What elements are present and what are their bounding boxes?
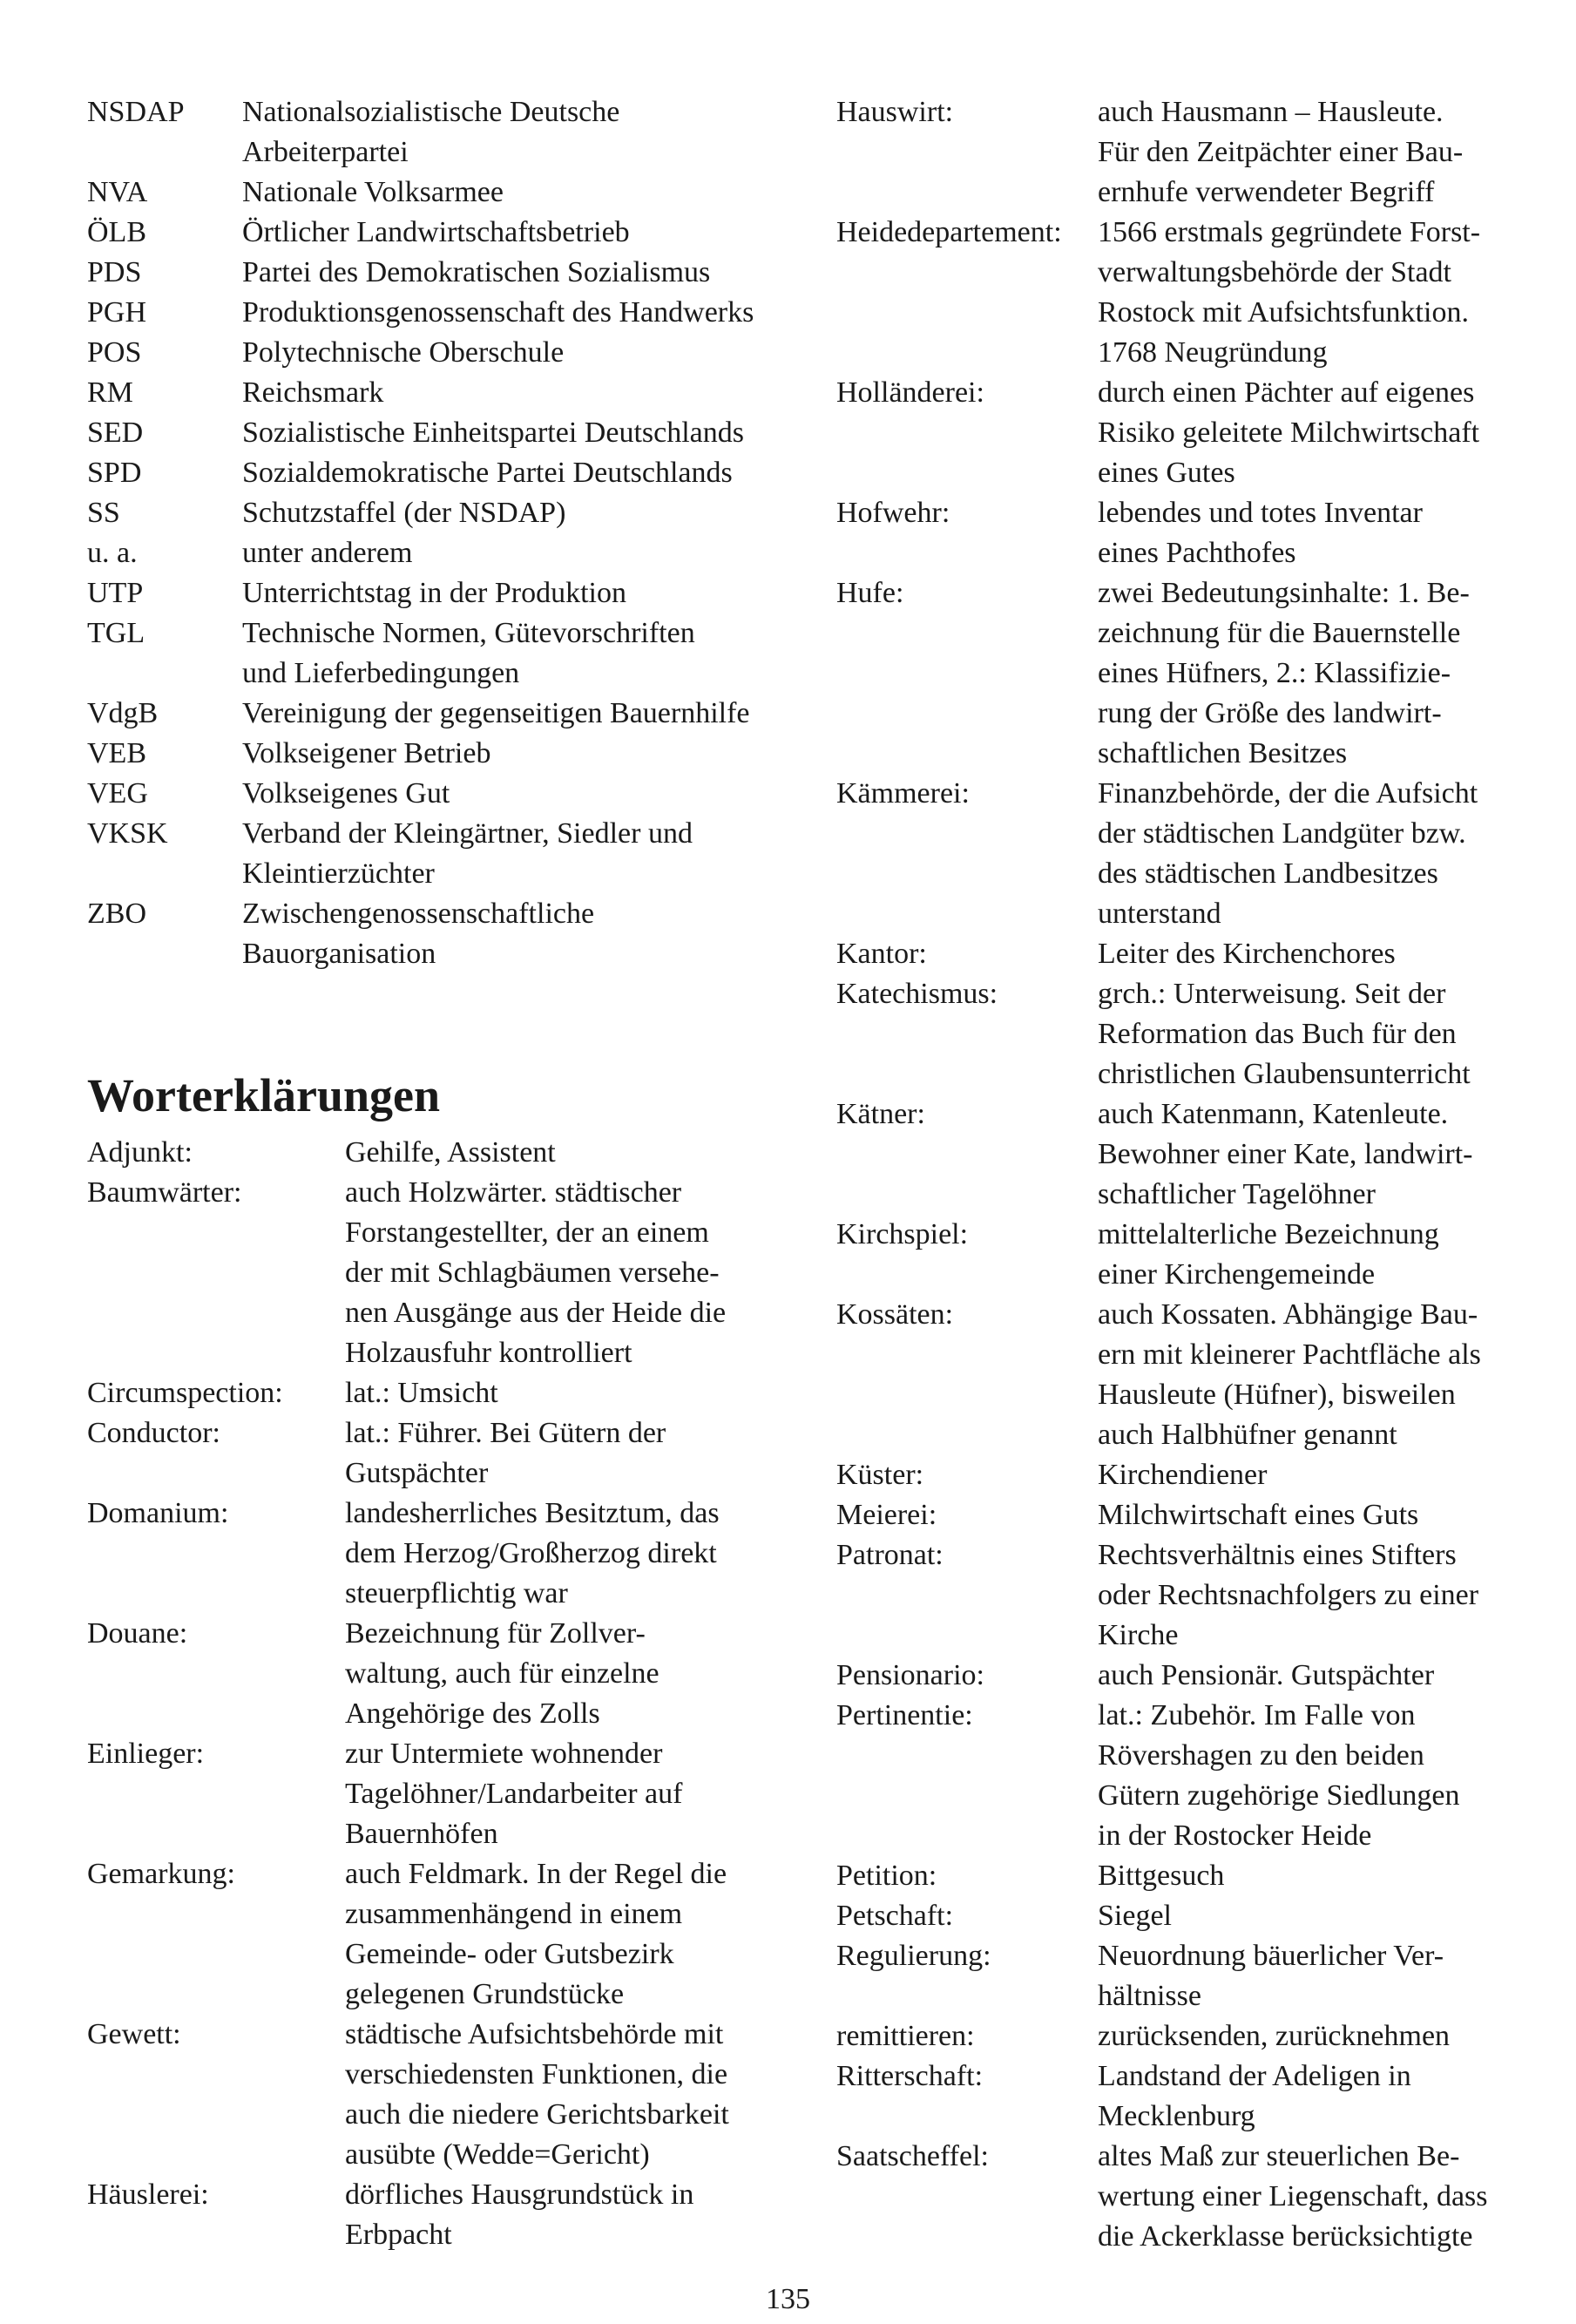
glossary-entry — [836, 974, 1533, 1094]
glossary-entry-term: Petition: — [836, 1860, 937, 1892]
glossary-entry — [836, 1936, 1533, 2016]
glossary-entry-definition: grch.: Unterweisung. Seit der Reformation das Buch für den christlichen Glaubensunterricht — [1098, 978, 1471, 1090]
glossary-entry-term: Hufe: — [836, 577, 904, 609]
abbreviation-entry-definition: Zwischengenossenschaftliche Bauorganisation — [242, 898, 595, 970]
glossary-entry-term: Ritterschaft: — [836, 2060, 984, 2092]
glossary-entry-definition: landesherrliches Besitztum, das dem Herzog/Großherzog direkt steuerpflichtig war — [345, 1497, 720, 1609]
glossary-entry-definition: auch Holzwärter. städtischer Forstangestellter, der an einem der mit Schlagbäumen versehe- nen Ausgänge aus der Heide die Holzausfuhr kontrolliert — [345, 1176, 727, 1369]
glossary-entry-term: Saatscheffel: — [836, 2140, 989, 2172]
glossary-entry-definition: lat.: Umsicht — [345, 1377, 498, 1409]
abbreviation-entry — [87, 573, 810, 613]
glossary-entry-definition: Neuordnung bäuerlicher Ver- hältnisse — [1098, 1940, 1444, 2012]
abbreviation-entry — [87, 453, 810, 493]
abbreviation-entry — [87, 734, 810, 774]
abbreviation-entry-term: SPD — [87, 457, 142, 489]
glossary-entry-term: Pensionario: — [836, 1659, 984, 1691]
glossary-entry-term: remittieren: — [836, 2020, 975, 2052]
abbreviation-entry — [87, 413, 810, 453]
glossary-entry — [836, 92, 1533, 213]
glossary-entry — [836, 1495, 1533, 1535]
glossary-entry — [836, 573, 1533, 774]
glossary-entry-term: Kossäten: — [836, 1298, 954, 1331]
glossary-entry-term: Domanium: — [87, 1497, 229, 1529]
abbreviation-entry-definition: Polytechnische Oberschule — [242, 336, 565, 369]
abbreviation-entry-definition: Unterrichtstag in der Produktion — [242, 577, 626, 609]
glossary-entry — [87, 1413, 810, 1494]
glossary-entry — [836, 2056, 1533, 2137]
glossary-entry-term: Gemarkung: — [87, 1858, 235, 1890]
glossary-entry-term: Gewett: — [87, 2018, 181, 2050]
abbreviation-entry-definition: Reichsmark — [242, 376, 384, 409]
right-column — [836, 92, 1533, 2257]
abbreviation-entry — [87, 92, 810, 173]
glossary-entry — [87, 2015, 810, 2175]
abbreviation-entry-term: TGL — [87, 617, 145, 649]
abbreviation-entry-term: NVA — [87, 176, 148, 208]
glossary-entry-term: Kantor: — [836, 938, 927, 970]
abbreviation-entry-definition: Vereinigung der gegenseitigen Bauernhilfe — [242, 697, 750, 729]
glossary-entry-definition: Milchwirtschaft eines Guts — [1098, 1499, 1419, 1531]
glossary-list-left — [87, 1133, 810, 2255]
abbreviation-entry-definition: Technische Normen, Gütevorschriften und Lieferbedingungen — [242, 617, 695, 689]
glossary-entry — [836, 1535, 1533, 1656]
glossary-entry — [87, 1734, 810, 1854]
abbreviation-entry — [87, 293, 810, 333]
glossary-entry-term: Baumwärter: — [87, 1176, 242, 1209]
abbreviation-entry-definition: Sozialistische Einheitspartei Deutschlands — [242, 417, 744, 449]
abbreviation-entry-term: RM — [87, 376, 133, 409]
glossary-entry-term: Circumspection: — [87, 1377, 283, 1409]
glossary-entry — [836, 1215, 1533, 1295]
abbreviation-entry-definition: Produktionsgenossenschaft des Handwerks — [242, 296, 754, 329]
glossary-entry-definition: Leiter des Kirchenchores — [1098, 938, 1396, 970]
glossary-entry — [836, 1696, 1533, 1856]
glossary-entry — [87, 2175, 810, 2255]
abbreviation-entry — [87, 493, 810, 533]
glossary-entry — [87, 1373, 810, 1413]
abbreviation-entry — [87, 694, 810, 734]
glossary-entry-definition: auch Kossaten. Abhängige Bau- ern mit kleinerer Pachtfläche als Hausleute (Hüfner), bisweilen auch Halbhüfner genannt — [1098, 1298, 1481, 1451]
abbreviation-entry-term: SS — [87, 497, 120, 529]
glossary-entry-definition: 1566 erstmals gegründete Forst- verwaltungsbehörde der Stadt Rostock mit Aufsichtsfunktion. 1768 Neugründung — [1098, 216, 1481, 369]
glossary-list-right — [836, 92, 1533, 2257]
glossary-entry — [836, 1896, 1533, 1936]
glossary-entry-term: Häuslerei: — [87, 2178, 209, 2211]
abbreviation-entry-term: VEB — [87, 737, 146, 769]
glossary-entry-definition: dörfliches Hausgrundstück in Erbpacht — [345, 2178, 694, 2251]
glossary-entry-term: Heidedepartement: — [836, 216, 1062, 248]
abbreviation-entry-term: PDS — [87, 256, 142, 288]
glossary-entry-definition: städtische Aufsichtsbehörde mit verschiedensten Funktionen, die auch die niedere Gerichtsbarkeit ausübte (Wedde=Gericht) — [345, 2018, 729, 2171]
abbreviation-entry-term: PGH — [87, 296, 147, 329]
glossary-entry-term: Hofwehr: — [836, 497, 950, 529]
glossary-entry — [836, 2137, 1533, 2257]
abbreviation-entry-definition: Verband der Kleingärtner, Siedler und Kleintierzüchter — [242, 817, 693, 890]
abbreviation-entry-definition: Sozialdemokratische Partei Deutschlands — [242, 457, 733, 489]
glossary-entry — [836, 1455, 1533, 1495]
glossary-entry — [87, 1133, 810, 1173]
glossary-entry-term: Holländerei: — [836, 376, 984, 409]
glossary-entry-definition: Bittgesuch — [1098, 1860, 1225, 1892]
glossary-entry — [87, 1173, 810, 1373]
glossary-entry — [836, 1295, 1533, 1455]
glossary-entry-term: Meierei: — [836, 1499, 937, 1531]
abbreviation-entry — [87, 814, 810, 894]
abbreviation-entry-definition: Nationalsozialistische Deutsche Arbeiterpartei — [242, 96, 620, 168]
glossary-entry-definition: Finanzbehörde, der die Aufsicht der städtischen Landgüter bzw. des städtischen Landbesitzes unterstand — [1098, 777, 1478, 930]
abbreviation-entry — [87, 894, 810, 974]
abbreviation-entry-term: ZBO — [87, 898, 146, 930]
glossary-entry-definition: zurücksenden, zurücknehmen — [1098, 2020, 1451, 2052]
page-number: 135 — [766, 2283, 810, 2315]
abbreviation-list — [87, 92, 810, 974]
glossary-entry-term: Regulierung: — [836, 1940, 991, 1972]
abbreviation-entry-term: NSDAP — [87, 96, 185, 128]
glossary-entry — [836, 213, 1533, 373]
abbreviation-entry-term: POS — [87, 336, 142, 369]
glossary-entry-definition: Kirchendiener — [1098, 1459, 1268, 1491]
glossary-entry-definition: Landstand der Adeligen in Mecklenburg — [1098, 2060, 1411, 2132]
glossary-entry-definition: zur Untermiete wohnender Tagelöhner/Landarbeiter auf Bauernhöfen — [345, 1738, 683, 1850]
abbreviation-entry-term: VKSK — [87, 817, 168, 850]
glossary-entry — [836, 934, 1533, 974]
glossary-entry-definition: auch Feldmark. In der Regel die zusammenhängend in einem Gemeinde- oder Gutsbezirk gelegenen Grundstücke — [345, 1858, 727, 2010]
glossary-entry-term: Douane: — [87, 1617, 188, 1650]
glossary-entry — [836, 774, 1533, 934]
glossary-entry-term: Hauswirt: — [836, 96, 954, 128]
glossary-entry-term: Pertinentie: — [836, 1699, 973, 1731]
glossary-entry-term: Kätner: — [836, 1098, 925, 1130]
abbreviation-entry-term: VdgB — [87, 697, 159, 729]
abbreviation-entry — [87, 373, 810, 413]
glossary-entry — [836, 493, 1533, 573]
abbreviation-entry-definition: Schutzstaffel (der NSDAP) — [242, 497, 566, 529]
glossary-entry-term: Adjunkt: — [87, 1136, 193, 1169]
glossary-entry-term: Petschaft: — [836, 1900, 954, 1932]
abbreviation-entry — [87, 173, 810, 213]
abbreviation-entry-definition: unter anderem — [242, 537, 413, 569]
glossary-entry — [836, 1856, 1533, 1896]
abbreviation-entry — [87, 774, 810, 814]
glossary-entry-term: Kämmerei: — [836, 777, 970, 810]
glossary-entry — [836, 2016, 1533, 2056]
abbreviation-entry-term: VEG — [87, 777, 148, 810]
abbreviation-entry-definition: Örtlicher Landwirtschaftsbetrieb — [242, 216, 630, 248]
glossary-entry-term: Kirchspiel: — [836, 1218, 969, 1250]
glossary-entry-definition: auch Hausmann – Hausleute. Für den Zeitpächter einer Bau- ernhufe verwendeter Begriff — [1098, 96, 1464, 208]
glossary-entry-definition: durch einen Pächter auf eigenes Risiko geleitete Milchwirtschaft eines Gutes — [1098, 376, 1480, 489]
glossary-entry-term: Einlieger: — [87, 1738, 205, 1770]
glossary-entry-definition: Bezeichnung für Zollver- waltung, auch für einzelne Angehörige des Zolls — [345, 1617, 659, 1730]
glossary-entry-definition: Rechtsverhältnis eines Stifters oder Rechtsnachfolgers zu einer Kirche — [1098, 1539, 1479, 1651]
glossary-entry — [87, 1614, 810, 1734]
abbreviation-entry-term: u. a. — [87, 537, 138, 569]
glossary-entry — [87, 1854, 810, 2015]
glossary-entry-definition: auch Pensionär. Gutspächter — [1098, 1659, 1435, 1691]
abbreviation-entry-definition: Partei des Demokratischen Sozialismus — [242, 256, 711, 288]
abbreviation-entry-definition: Volkseigener Betrieb — [242, 737, 491, 769]
glossary-entry — [87, 1494, 810, 1614]
glossary-entry-definition: altes Maß zur steuerlichen Be- wertung einer Liegenschaft, dass die Ackerklasse berücksichtigte — [1098, 2140, 1488, 2253]
abbreviation-entry-term: SED — [87, 417, 144, 449]
glossary-entry — [836, 373, 1533, 493]
glossary-entry-definition: mittelalterliche Bezeichnung einer Kirchengemeinde — [1098, 1218, 1439, 1291]
glossary-entry — [836, 1656, 1533, 1696]
abbreviation-entry-definition: Nationale Volksarmee — [242, 176, 504, 208]
glossary-entry-definition: auch Katenmann, Katenleute. Bewohner einer Kate, landwirt- schaftlicher Tagelöhner — [1098, 1098, 1473, 1210]
glossary-entry-term: Conductor: — [87, 1417, 220, 1449]
left-column — [87, 92, 810, 2255]
glossary-entry-definition: Siegel — [1098, 1900, 1172, 1932]
glossary-entry-definition: lat.: Führer. Bei Gütern der Gutspächter — [345, 1417, 666, 1489]
glossary-entry-definition: Gehilfe, Assistent — [345, 1136, 556, 1169]
glossary-entry-term: Patronat: — [836, 1539, 944, 1571]
abbreviation-entry — [87, 333, 810, 373]
abbreviation-entry — [87, 253, 810, 293]
abbreviation-entry — [87, 533, 810, 573]
glossary-entry-definition: lebendes und totes Inventar eines Pachthofes — [1098, 497, 1423, 569]
abbreviation-entry-term: UTP — [87, 577, 144, 609]
glossary-entry-definition: lat.: Zubehör. Im Falle von Rövershagen zu den beiden Gütern zugehörige Siedlungen in der Rostocker Heide — [1098, 1699, 1460, 1852]
glossary-entry — [836, 1094, 1533, 1215]
abbreviation-entry-definition: Volkseigenes Gut — [242, 777, 450, 810]
glossary-entry-term: Katechismus: — [836, 978, 998, 1010]
glossary-heading: Worterklärungen — [87, 1069, 440, 1121]
glossary-entry-term: Küster: — [836, 1459, 924, 1491]
glossary-entry-definition: zwei Bedeutungsinhalte: 1. Be- zeichnung für die Bauernstelle eines Hüfners, 2.: Klassifizie- rung der Größe des landwirt- schaftlichen Besitzes — [1098, 577, 1470, 769]
abbreviation-entry — [87, 613, 810, 694]
abbreviation-entry — [87, 213, 810, 253]
abbreviation-entry-term: ÖLB — [87, 216, 146, 248]
